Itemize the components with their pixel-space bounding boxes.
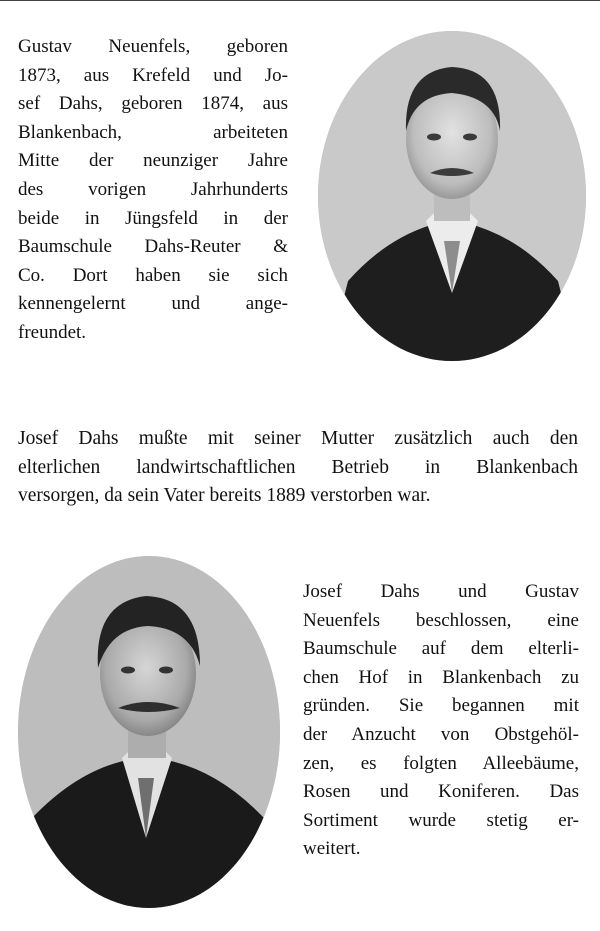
text-line: Baumschule Dahs-Reuter &: [18, 236, 288, 258]
portrait-photo-bottom: [18, 556, 280, 908]
text-line: Baumschule auf dem elterli-: [303, 638, 579, 660]
paragraph-intro: [18, 33, 288, 348]
text-line: Sortiment wurde stetig er-: [303, 809, 579, 831]
text-line: Josef Dahs mußte mit seiner Mutter zusätzlich auch den: [18, 428, 578, 449]
paragraph-closing: [303, 578, 579, 864]
text-line: Gustav Neuenfels, geboren: [18, 36, 288, 57]
text-line: Josef Dahs und Gustav: [303, 581, 579, 602]
text-line: des vorigen Jahrhunderts: [18, 178, 288, 200]
portrait-man-suit-icon: [318, 31, 586, 361]
text-line: beide in Jüngsfeld in der: [18, 207, 288, 229]
text-line: der Anzucht von Obstgehöl-: [303, 723, 579, 745]
text-line: Mitte der neunziger Jahre: [18, 150, 288, 172]
text-line: gründen. Sie begannen mit: [303, 695, 579, 717]
text-line: versorgen, da sein Vater bereits 1889 verstorben war.: [18, 485, 431, 507]
text-line: zen, es folgten Alleebäume,: [303, 752, 579, 774]
text-line: freundet.: [18, 321, 87, 343]
text-line: chen Hof in Blankenbach zu: [303, 666, 579, 688]
text-line: Neuenfels beschlossen, eine: [303, 609, 579, 631]
text-line: Rosen und Koniferen. Das: [303, 781, 579, 803]
text-line: 1873, aus Krefeld und Jo-: [18, 64, 288, 86]
text-line: kennengelernt und ange-: [18, 293, 288, 315]
portrait-man-suit-icon: [18, 556, 280, 908]
paragraph-middle: [18, 425, 578, 511]
text-line: Blankenbach, arbeiteten: [18, 121, 288, 143]
portrait-photo-top: [318, 31, 586, 361]
text-line: sef Dahs, geboren 1874, aus: [18, 93, 288, 115]
text-line: Co. Dort haben sie sich: [18, 264, 288, 286]
text-line: elterlichen landwirtschaftlichen Betrieb in Blankenbach: [18, 456, 578, 478]
text-line: weitert.: [303, 838, 361, 860]
